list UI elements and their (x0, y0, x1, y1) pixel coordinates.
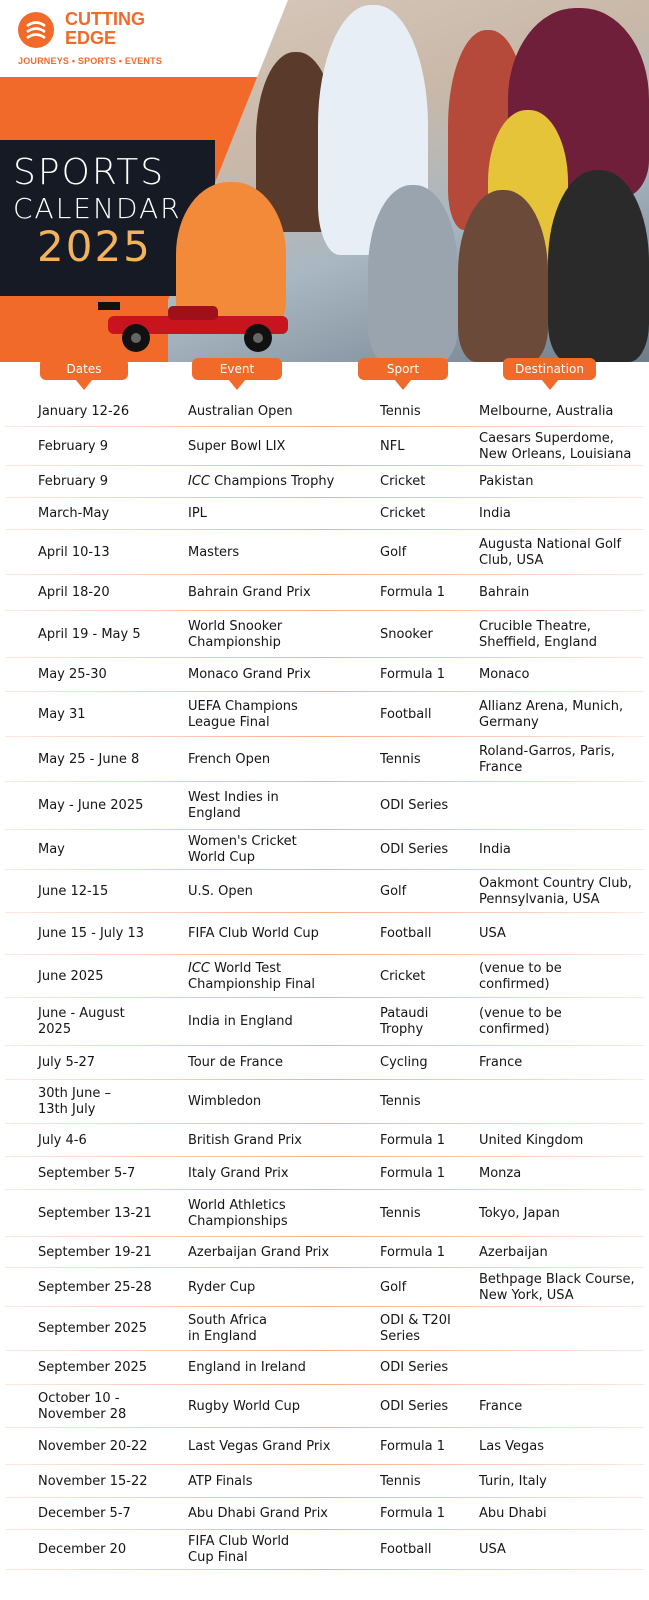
date-cell: May 25 - June 8 (38, 752, 140, 767)
title-sports: SPORTS (13, 152, 166, 193)
destination-cell: Abu Dhabi (479, 1506, 547, 1521)
header-destination: Destination (503, 358, 596, 380)
event-cell: Wimbledon (188, 1094, 262, 1109)
event-cell: Super Bowl LIX (188, 439, 286, 454)
table-row (0, 575, 649, 611)
date-cell: May - June 2025 (38, 798, 144, 813)
destination-cell: Monza (479, 1166, 522, 1181)
event-cell: Monaco Grand Prix (188, 667, 311, 682)
date-cell: September 25-28 (38, 1280, 152, 1295)
date-cell: November 15-22 (38, 1474, 148, 1489)
table-row (0, 1190, 649, 1237)
sport-cell: Formula 1 (380, 1133, 445, 1148)
sport-cell: Formula 1 (380, 667, 445, 682)
destination-cell: Bahrain (479, 585, 530, 600)
sport-cell: Tennis (380, 404, 421, 419)
table-row (0, 1237, 649, 1268)
table-row (0, 1428, 649, 1465)
date-cell: May 25-30 (38, 667, 107, 682)
sport-cell: Football (380, 707, 432, 722)
sport-cell: Golf (380, 1280, 407, 1295)
date-cell: May (38, 842, 65, 857)
table-row (0, 466, 649, 498)
sport-cell: Cricket (380, 969, 426, 984)
destination-cell: (venue to be confirmed) (479, 961, 562, 992)
table-row (0, 830, 649, 870)
sport-cell: Snooker (380, 627, 433, 642)
event-cell: England in Ireland (188, 1360, 306, 1375)
table-row (0, 1465, 649, 1498)
table-row (0, 737, 649, 782)
cutting-edge-logo-icon (18, 12, 54, 48)
table-row (0, 1124, 649, 1157)
destination-cell: Melbourne, Australia (479, 404, 614, 419)
date-cell: April 18-20 (38, 585, 110, 600)
table-row (0, 1530, 649, 1570)
event-cell: Last Vegas Grand Prix (188, 1439, 331, 1454)
table-row (0, 1385, 649, 1428)
header-dates: Dates (40, 358, 128, 380)
table-row (0, 1498, 649, 1530)
table-row (0, 1080, 649, 1124)
sport-cell: Football (380, 926, 432, 941)
sport-cell: Pataudi Trophy (380, 1006, 429, 1037)
event-cell: World Athletics Championships (188, 1198, 288, 1229)
date-cell: October 10 - November 28 (38, 1391, 127, 1422)
event-cell: Italy Grand Prix (188, 1166, 289, 1181)
destination-cell: India (479, 842, 511, 857)
event-cell: World Snooker Championship (188, 619, 283, 650)
event-cell: Rugby World Cup (188, 1399, 300, 1414)
title-calendar: CALENDAR (13, 192, 182, 225)
sport-cell: Formula 1 (380, 1166, 445, 1181)
event-cell: FIFA Club World Cup Final (188, 1534, 290, 1565)
date-cell: September 2025 (38, 1360, 148, 1375)
header-sport: Sport (358, 358, 448, 380)
table-row (0, 1157, 649, 1190)
destination-cell: Oakmont Country Club, Pennsylvania, USA (479, 876, 632, 907)
athlete-figure (458, 190, 548, 362)
sport-cell: Golf (380, 884, 407, 899)
sport-cell: Tennis (380, 752, 421, 767)
event-cell: Abu Dhabi Grand Prix (188, 1506, 328, 1521)
destination-cell: France (479, 1055, 523, 1070)
event-cell: British Grand Prix (188, 1133, 302, 1148)
table-row (0, 998, 649, 1046)
sport-cell: ODI Series (380, 842, 449, 857)
destination-cell: Pakistan (479, 474, 534, 489)
sport-cell: Cricket (380, 506, 426, 521)
destination-cell: Allianz Arena, Munich, Germany (479, 699, 624, 730)
table-row (0, 913, 649, 955)
event-prefix: ICC (188, 474, 210, 489)
event-cell: Tour de France (188, 1055, 284, 1070)
event-cell: Women's Cricket World Cup (188, 834, 297, 865)
event-cell: Ryder Cup (188, 1280, 256, 1295)
destination-cell: USA (479, 1542, 506, 1557)
table-row (0, 870, 649, 913)
table-row (0, 1046, 649, 1080)
header-event: Event (192, 358, 282, 380)
sport-cell: Tennis (380, 1094, 421, 1109)
destination-cell: Las Vegas (479, 1439, 544, 1454)
date-cell: November 20-22 (38, 1439, 148, 1454)
destination-cell: (venue to be confirmed) (479, 1006, 562, 1037)
destination-cell: Bethpage Black Course, New York, USA (479, 1272, 635, 1303)
sport-cell: Tennis (380, 1206, 421, 1221)
table-row (0, 611, 649, 658)
destination-cell: USA (479, 926, 506, 941)
event-text: Champions Trophy (210, 474, 335, 489)
sport-cell: Formula 1 (380, 1439, 445, 1454)
date-cell: July 5-27 (38, 1055, 96, 1070)
event-cell: India in England (188, 1014, 293, 1029)
table-row (0, 1351, 649, 1385)
sport-cell: NFL (380, 439, 405, 454)
date-cell: July 4-6 (38, 1133, 87, 1148)
sport-cell: Tennis (380, 1474, 421, 1489)
date-cell: February 9 (38, 439, 109, 454)
title-year: 2025 (37, 222, 152, 271)
table-row (0, 396, 649, 427)
table-row (0, 427, 649, 466)
sport-cell: Formula 1 (380, 1506, 445, 1521)
event-cell: FIFA Club World Cup (188, 926, 319, 941)
sport-cell: Cricket (380, 474, 426, 489)
event-cell: U.S. Open (188, 884, 253, 899)
table-row (0, 692, 649, 737)
event-cell: IPL (188, 506, 207, 521)
destination-cell: France (479, 1399, 523, 1414)
destination-cell: Augusta National Golf Club, USA (479, 537, 622, 568)
sport-cell: Football (380, 1542, 432, 1557)
date-cell: April 19 - May 5 (38, 627, 141, 642)
destination-cell: Roland-Garros, Paris, France (479, 744, 615, 775)
event-cell: Bahrain Grand Prix (188, 585, 311, 600)
table-row (0, 1307, 649, 1351)
sport-cell: ODI & T20I Series (380, 1313, 451, 1344)
event-prefix: ICC (188, 961, 210, 976)
sport-cell: Golf (380, 545, 407, 560)
event-cell: ATP Finals (188, 1474, 253, 1489)
date-cell: 30th June – 13th July (38, 1086, 111, 1117)
sport-cell: Formula 1 (380, 1245, 445, 1260)
destination-cell: India (479, 506, 511, 521)
destination-cell: Tokyo, Japan (479, 1206, 560, 1221)
date-cell: June 2025 (38, 969, 104, 984)
table-row (0, 530, 649, 575)
destination-cell: Turin, Italy (479, 1474, 547, 1489)
event-cell (188, 961, 368, 993)
date-cell: September 2025 (38, 1321, 148, 1336)
date-cell: January 12-26 (38, 404, 130, 419)
date-cell: March-May (38, 506, 110, 521)
sport-cell: Cycling (380, 1055, 428, 1070)
sport-cell: ODI Series (380, 1360, 449, 1375)
event-cell: West Indies in England (188, 790, 279, 821)
sport-cell: ODI Series (380, 1399, 449, 1414)
destination-cell: Caesars Superdome, New Orleans, Louisiana (479, 431, 632, 462)
date-cell: September 13-21 (38, 1206, 152, 1221)
event-text: World Test Championship Final (188, 961, 315, 992)
brand-tagline: JOURNEYS • SPORTS • EVENTS (18, 56, 163, 66)
sport-cell: ODI Series (380, 798, 449, 813)
table-row (0, 498, 649, 530)
brand-name: CUTTING EDGE (65, 9, 145, 48)
date-cell: June 15 - July 13 (38, 926, 144, 941)
sport-cell: Formula 1 (380, 585, 445, 600)
date-cell: April 10-13 (38, 545, 110, 560)
event-cell: Masters (188, 545, 240, 560)
date-cell: December 20 (38, 1542, 127, 1557)
date-cell: December 5-7 (38, 1506, 131, 1521)
date-cell: September 19-21 (38, 1245, 152, 1260)
event-cell (188, 474, 368, 490)
event-cell: French Open (188, 752, 271, 767)
table-row (0, 782, 649, 830)
table-row (0, 1268, 649, 1307)
table-row (0, 658, 649, 692)
destination-cell: United Kingdom (479, 1133, 584, 1148)
athlete-figure (368, 185, 458, 362)
date-cell: June 12-15 (38, 884, 109, 899)
event-cell: Azerbaijan Grand Prix (188, 1245, 330, 1260)
event-cell: UEFA Champions League Final (188, 699, 298, 730)
date-cell: May 31 (38, 707, 86, 722)
destination-cell: Crucible Theatre, Sheffield, England (479, 619, 597, 650)
date-cell: September 5-7 (38, 1166, 136, 1181)
destination-cell: Azerbaijan (479, 1245, 548, 1260)
event-cell: South Africa in England (188, 1313, 267, 1344)
banner (0, 0, 649, 362)
date-cell: June - August 2025 (38, 1006, 125, 1037)
destination-cell: Monaco (479, 667, 530, 682)
table-row (0, 955, 649, 998)
event-cell: Australian Open (188, 404, 293, 419)
formula-car-icon (98, 292, 298, 354)
athlete-figure (548, 170, 649, 362)
date-cell: February 9 (38, 474, 109, 489)
brand-logo (18, 10, 168, 70)
